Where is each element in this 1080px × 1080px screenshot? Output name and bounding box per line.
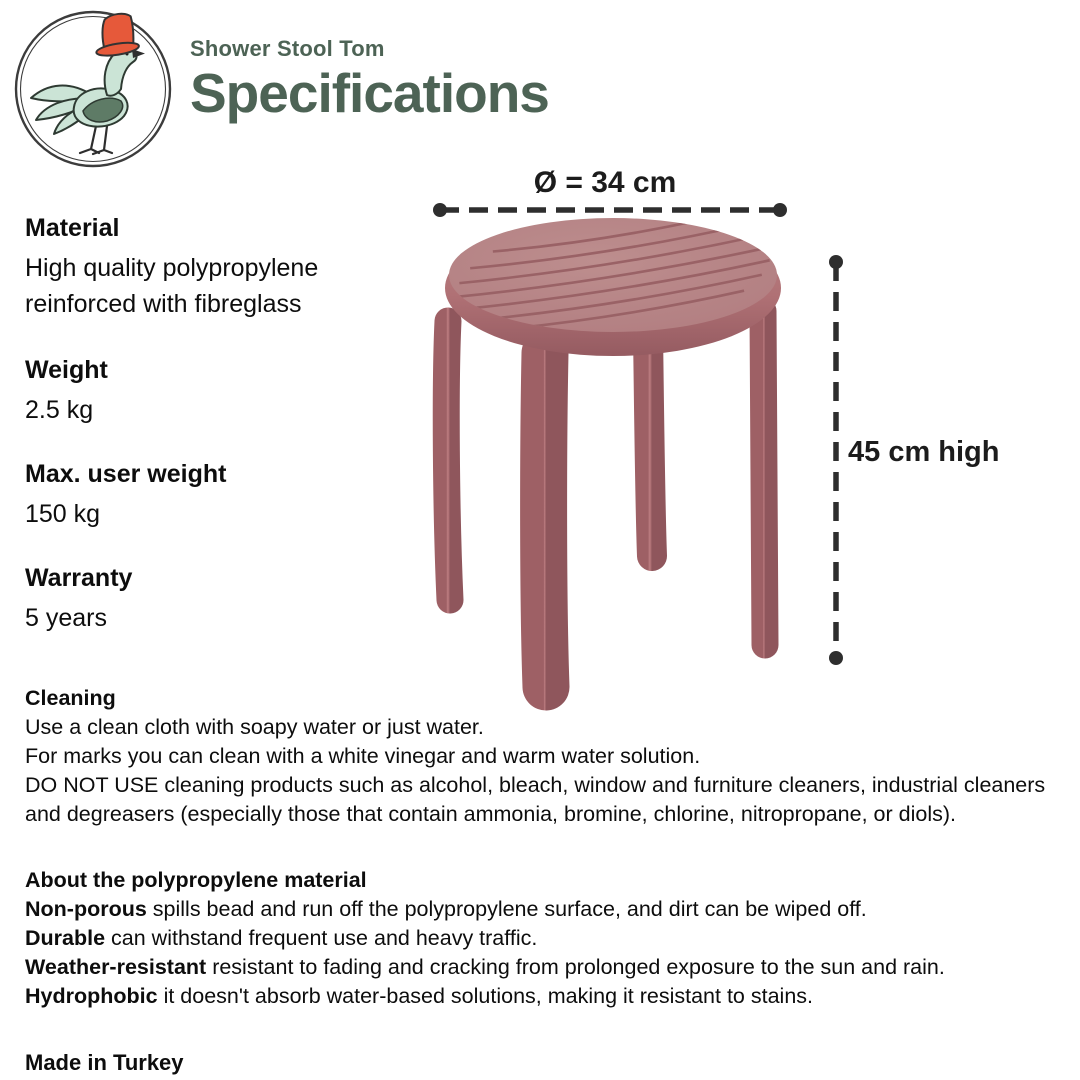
spec-label: Max. user weight — [25, 460, 227, 488]
about-term: Hydrophobic — [25, 984, 158, 1008]
height-label: 45 cm high — [848, 436, 1000, 468]
about-desc: spills bead and run off the polypropylene surface, and dirt can be wiped off. — [146, 897, 867, 921]
cleaning-section — [25, 684, 1057, 829]
page-title: Specifications — [190, 62, 549, 124]
bird-with-top-hat-icon — [12, 6, 174, 170]
spec-label: Warranty — [25, 564, 133, 592]
about-desc: can withstand frequent use and heavy traffic. — [105, 926, 538, 950]
diameter-label: Ø = 34 cm — [533, 166, 677, 199]
cleaning-line: For marks you can clean with a white vinegar and warm water solution. — [25, 744, 701, 768]
header-titles — [190, 36, 549, 124]
about-item — [25, 953, 1057, 982]
cleaning-line: DO NOT USE cleaning products such as alcohol, bleach, window and furniture cleaners, industrial cleaners and degreasers (especially those that contain ammonia, bromine, chlorine, nitropropane, or diols). — [25, 773, 1046, 826]
cleaning-heading: Cleaning — [25, 686, 116, 710]
cleaning-line: Use a clean cloth with soapy water or just water. — [25, 715, 484, 739]
about-item — [25, 982, 1057, 1011]
about-heading: About the polypropylene material — [25, 868, 367, 892]
product-name: Shower Stool Tom — [190, 36, 385, 61]
stool-legs — [446, 311, 765, 687]
spec-value: 2.5 kg — [25, 396, 94, 424]
about-term: Weather-resistant — [25, 955, 207, 979]
made-in-label: Made in Turkey — [25, 1050, 184, 1075]
about-term: Non-porous — [25, 897, 147, 921]
spec-warranty — [25, 564, 427, 636]
about-term: Durable — [25, 926, 106, 950]
spec-max-user-weight — [25, 460, 427, 532]
spec-weight — [25, 356, 427, 428]
about-material-section — [25, 866, 1057, 1011]
about-desc: it doesn't absorb water-based solutions, making it resistant to stains. — [157, 984, 813, 1008]
spec-label: Weight — [25, 356, 108, 384]
spec-value: 5 years — [25, 604, 107, 632]
about-item — [25, 924, 1057, 953]
spec-value: High quality polypropylene reinforced with fibreglass — [25, 254, 319, 318]
brand-logo — [12, 6, 174, 170]
spec-value: 150 kg — [25, 500, 101, 528]
spec-label: Material — [25, 214, 120, 242]
about-desc: resistant to fading and cracking from prolonged exposure to the sun and rain. — [206, 955, 945, 979]
spec-material — [25, 214, 427, 322]
about-item — [25, 895, 1057, 924]
